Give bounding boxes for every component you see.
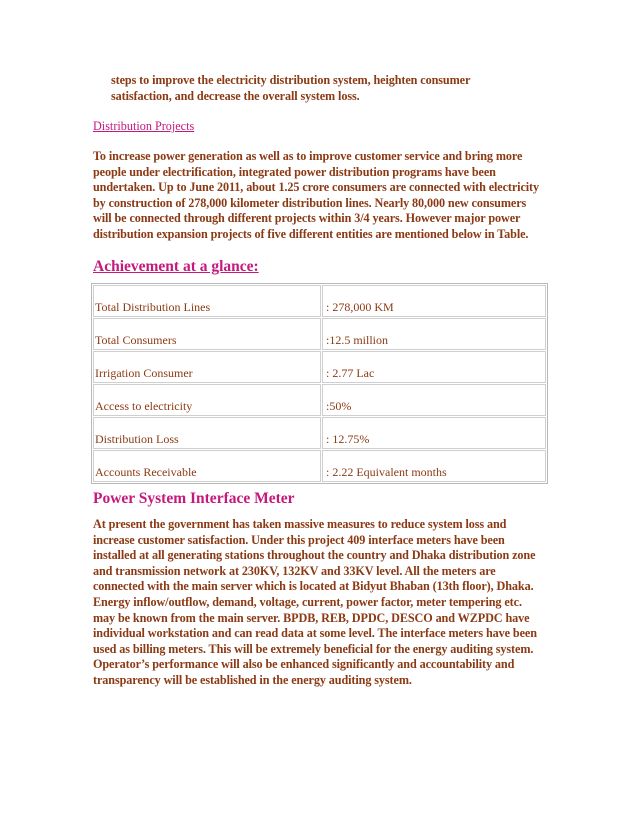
row-label: Total Distribution Lines	[95, 300, 211, 314]
table-row	[93, 285, 546, 317]
intro-line-1: steps to improve the electricity distribution system, heighten consumer	[111, 73, 471, 87]
interface-meter-heading: Power System Interface Meter	[93, 490, 295, 507]
table-row	[93, 384, 546, 416]
row-value: : 2.22 Equivalent months	[326, 465, 447, 479]
table-row	[93, 450, 546, 482]
row-value: :50%	[326, 399, 352, 413]
table-row	[93, 417, 546, 449]
row-label: Total Consumers	[95, 333, 177, 347]
interface-meter-paragraph: At present the government has taken massive measures to reduce system loss and increase customer satisfaction. Under this project 409 interface meters have been installed at all generating stations throughout the country and Dhaka distribution zone and transmission network at 230KV, 132KV and 33KV level. All the meters are connected with the main server which is located at Bidyut Bhaban (13th floor), Dhaka. Energy inflow/outflow, demand, voltage, current, power factor, meter tempering etc. may be known from the main server. BPDB, REB, DPDC, DESCO and WZPDC have individual workstation and can read data at some level. The interface meters have been used as billing meters. This will be extremely beneficial for the energy auditing system. Operator’s performance will also be enhanced significantly and accountability and transparency will be established in the energy auditing system.	[93, 517, 537, 687]
table-row	[93, 318, 546, 350]
achievement-heading: Achievement at a glance:	[93, 258, 259, 275]
row-value: : 2.77 Lac	[326, 366, 375, 380]
table-row	[93, 351, 546, 383]
intro-paragraph	[111, 73, 541, 104]
distribution-projects-paragraph: To increase power generation as well as to improve customer service and bring more people under electrification, integrated power distribution programs have been undertaken. Up to June 2011, about 1.25 crore consumers are connected with electricity by construction of 278,000 kilometer distribution lines. Nearly 80,000 new consumers will be connected through different projects within 3/4 years. However major power distribution expansion projects of five different entities are mentioned below in Table.	[93, 149, 540, 241]
row-value: : 278,000 KM	[326, 300, 394, 314]
achievement-table	[91, 283, 548, 484]
row-label: Accounts Receivable	[95, 465, 197, 479]
intro-line-2: satisfaction, and decrease the overall system loss.	[111, 88, 360, 103]
row-value: :12.5 million	[326, 333, 389, 347]
row-label: Irrigation Consumer	[95, 366, 193, 380]
row-label: Distribution Loss	[95, 432, 179, 446]
row-label: Access to electricity	[95, 399, 193, 413]
row-value: : 12.75%	[326, 432, 370, 446]
distribution-projects-link[interactable]: Distribution Projects	[93, 119, 195, 133]
